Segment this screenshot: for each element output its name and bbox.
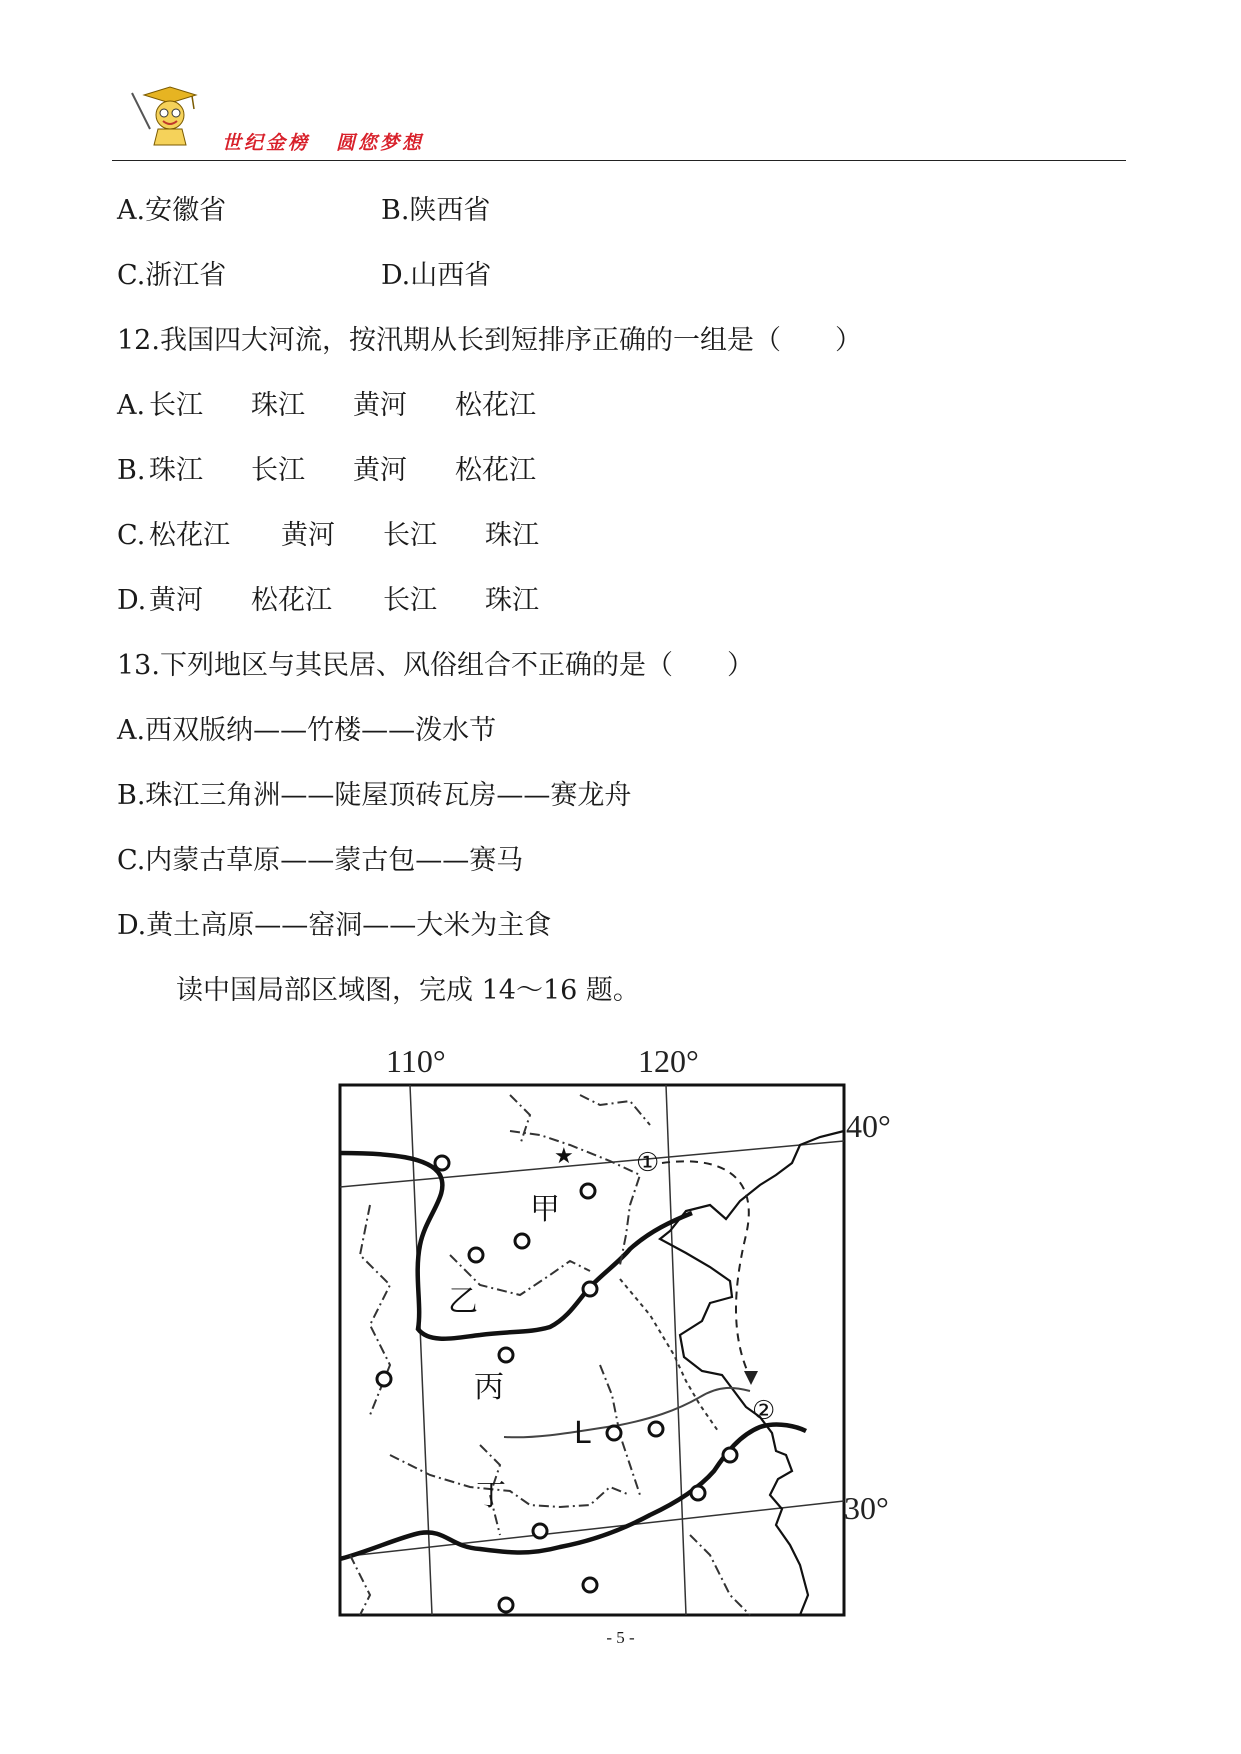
mascot-logo-icon [130, 85, 204, 147]
q12-option-b [117, 454, 536, 488]
option-item: 珠江 [485, 520, 539, 551]
option-item: 松花江 [455, 390, 536, 421]
q12-stem: 12.我国四大河流，按汛期从长到短排序正确的一组是（ ） [117, 325, 862, 356]
slogan-right: 圆您梦想 [336, 132, 425, 154]
river-l [504, 1388, 750, 1437]
option-letter: D. [117, 585, 147, 616]
region-label-jia: 甲 [530, 1192, 560, 1227]
q11-option-c: C.浙江省 [117, 260, 227, 291]
option-item: 松花江 [251, 585, 332, 616]
slogan-left: 世纪金榜 [222, 132, 311, 154]
city-marker [499, 1348, 513, 1362]
city-marker [515, 1234, 529, 1248]
option-letter: B. [117, 455, 146, 486]
q13-stem: 13.下列地区与其民居、风俗组合不正确的是（ ） [117, 650, 754, 681]
option-item: 黄河 [353, 390, 407, 421]
q11-option-row-2 [117, 259, 491, 293]
page-number: - 5 - [606, 1628, 635, 1647]
city-marker [435, 1156, 449, 1170]
q11-option-b: B.陕西省 [381, 195, 491, 226]
option-item: 黄河 [353, 455, 407, 486]
q13-option-b: B.珠江三角洲——陡屋顶砖瓦房——赛龙舟 [117, 780, 632, 811]
header-divider [112, 160, 1126, 161]
lon-label-110: 110° [386, 1043, 446, 1079]
region-label-ding: 丁 [476, 1478, 506, 1513]
option-letter: C. [117, 520, 146, 551]
grand-canal [620, 1279, 718, 1431]
q13-option-a: A.西双版纳——竹楼——泼水节 [117, 715, 497, 746]
q11-option-a: A.安徽省 [117, 195, 227, 226]
q12-option-c [117, 519, 539, 553]
option-item: 长江 [149, 390, 203, 421]
option-item: 长江 [251, 455, 305, 486]
region-label-bing: 丙 [474, 1370, 504, 1405]
option-item: 长江 [383, 520, 437, 551]
q11-option-row-1 [117, 194, 490, 228]
marker-two: ② [752, 1396, 776, 1426]
city-marker [469, 1248, 483, 1262]
option-item: 黄河 [149, 585, 203, 616]
china-region-map [330, 1035, 910, 1620]
boundary-line [690, 1535, 750, 1615]
q13-option-d: D.黄土高原——窑洞——大米为主食 [117, 910, 552, 941]
option-item: 长江 [383, 585, 437, 616]
city-marker [691, 1486, 705, 1500]
city-marker [377, 1372, 391, 1386]
option-item: 珠江 [485, 585, 539, 616]
region-label-l: L [574, 1416, 591, 1451]
option-item: 黄河 [281, 520, 335, 551]
header-slogan [222, 128, 450, 155]
option-item: 珠江 [251, 390, 305, 421]
q13-option-c: C.内蒙古草原——蒙古包——赛马 [117, 845, 524, 876]
city-marker [581, 1184, 595, 1198]
city-marker [583, 1282, 597, 1296]
boundary-line [580, 1095, 650, 1125]
option-item: 松花江 [149, 520, 230, 551]
lat-label-40: 40° [846, 1108, 891, 1144]
lon-label-120: 120° [638, 1043, 699, 1079]
yangtze-river [340, 1424, 806, 1559]
option-letter: A. [117, 390, 146, 421]
capital-star-icon: ★ [554, 1144, 574, 1169]
city-marker [499, 1598, 513, 1612]
q11-option-d: D.山西省 [381, 260, 492, 291]
map-intro-text: 读中国局部区域图，完成 14～16 题。 [176, 975, 640, 1006]
lat-label-30: 30° [844, 1490, 889, 1526]
city-marker [649, 1422, 663, 1436]
arrow-head-icon [744, 1371, 758, 1385]
city-marker [723, 1448, 737, 1462]
q12-option-a [117, 389, 536, 423]
option-item: 珠江 [149, 455, 203, 486]
city-marker [607, 1426, 621, 1440]
boundary-line [350, 1555, 370, 1615]
marker-one: ① [636, 1148, 660, 1178]
region-label-yi: 乙 [448, 1284, 478, 1319]
city-marker [533, 1524, 547, 1538]
q12-option-d [117, 584, 539, 618]
city-marker [583, 1578, 597, 1592]
parallel-30 [340, 1501, 844, 1557]
boundary-line [510, 1095, 530, 1145]
option-item: 松花江 [455, 455, 536, 486]
